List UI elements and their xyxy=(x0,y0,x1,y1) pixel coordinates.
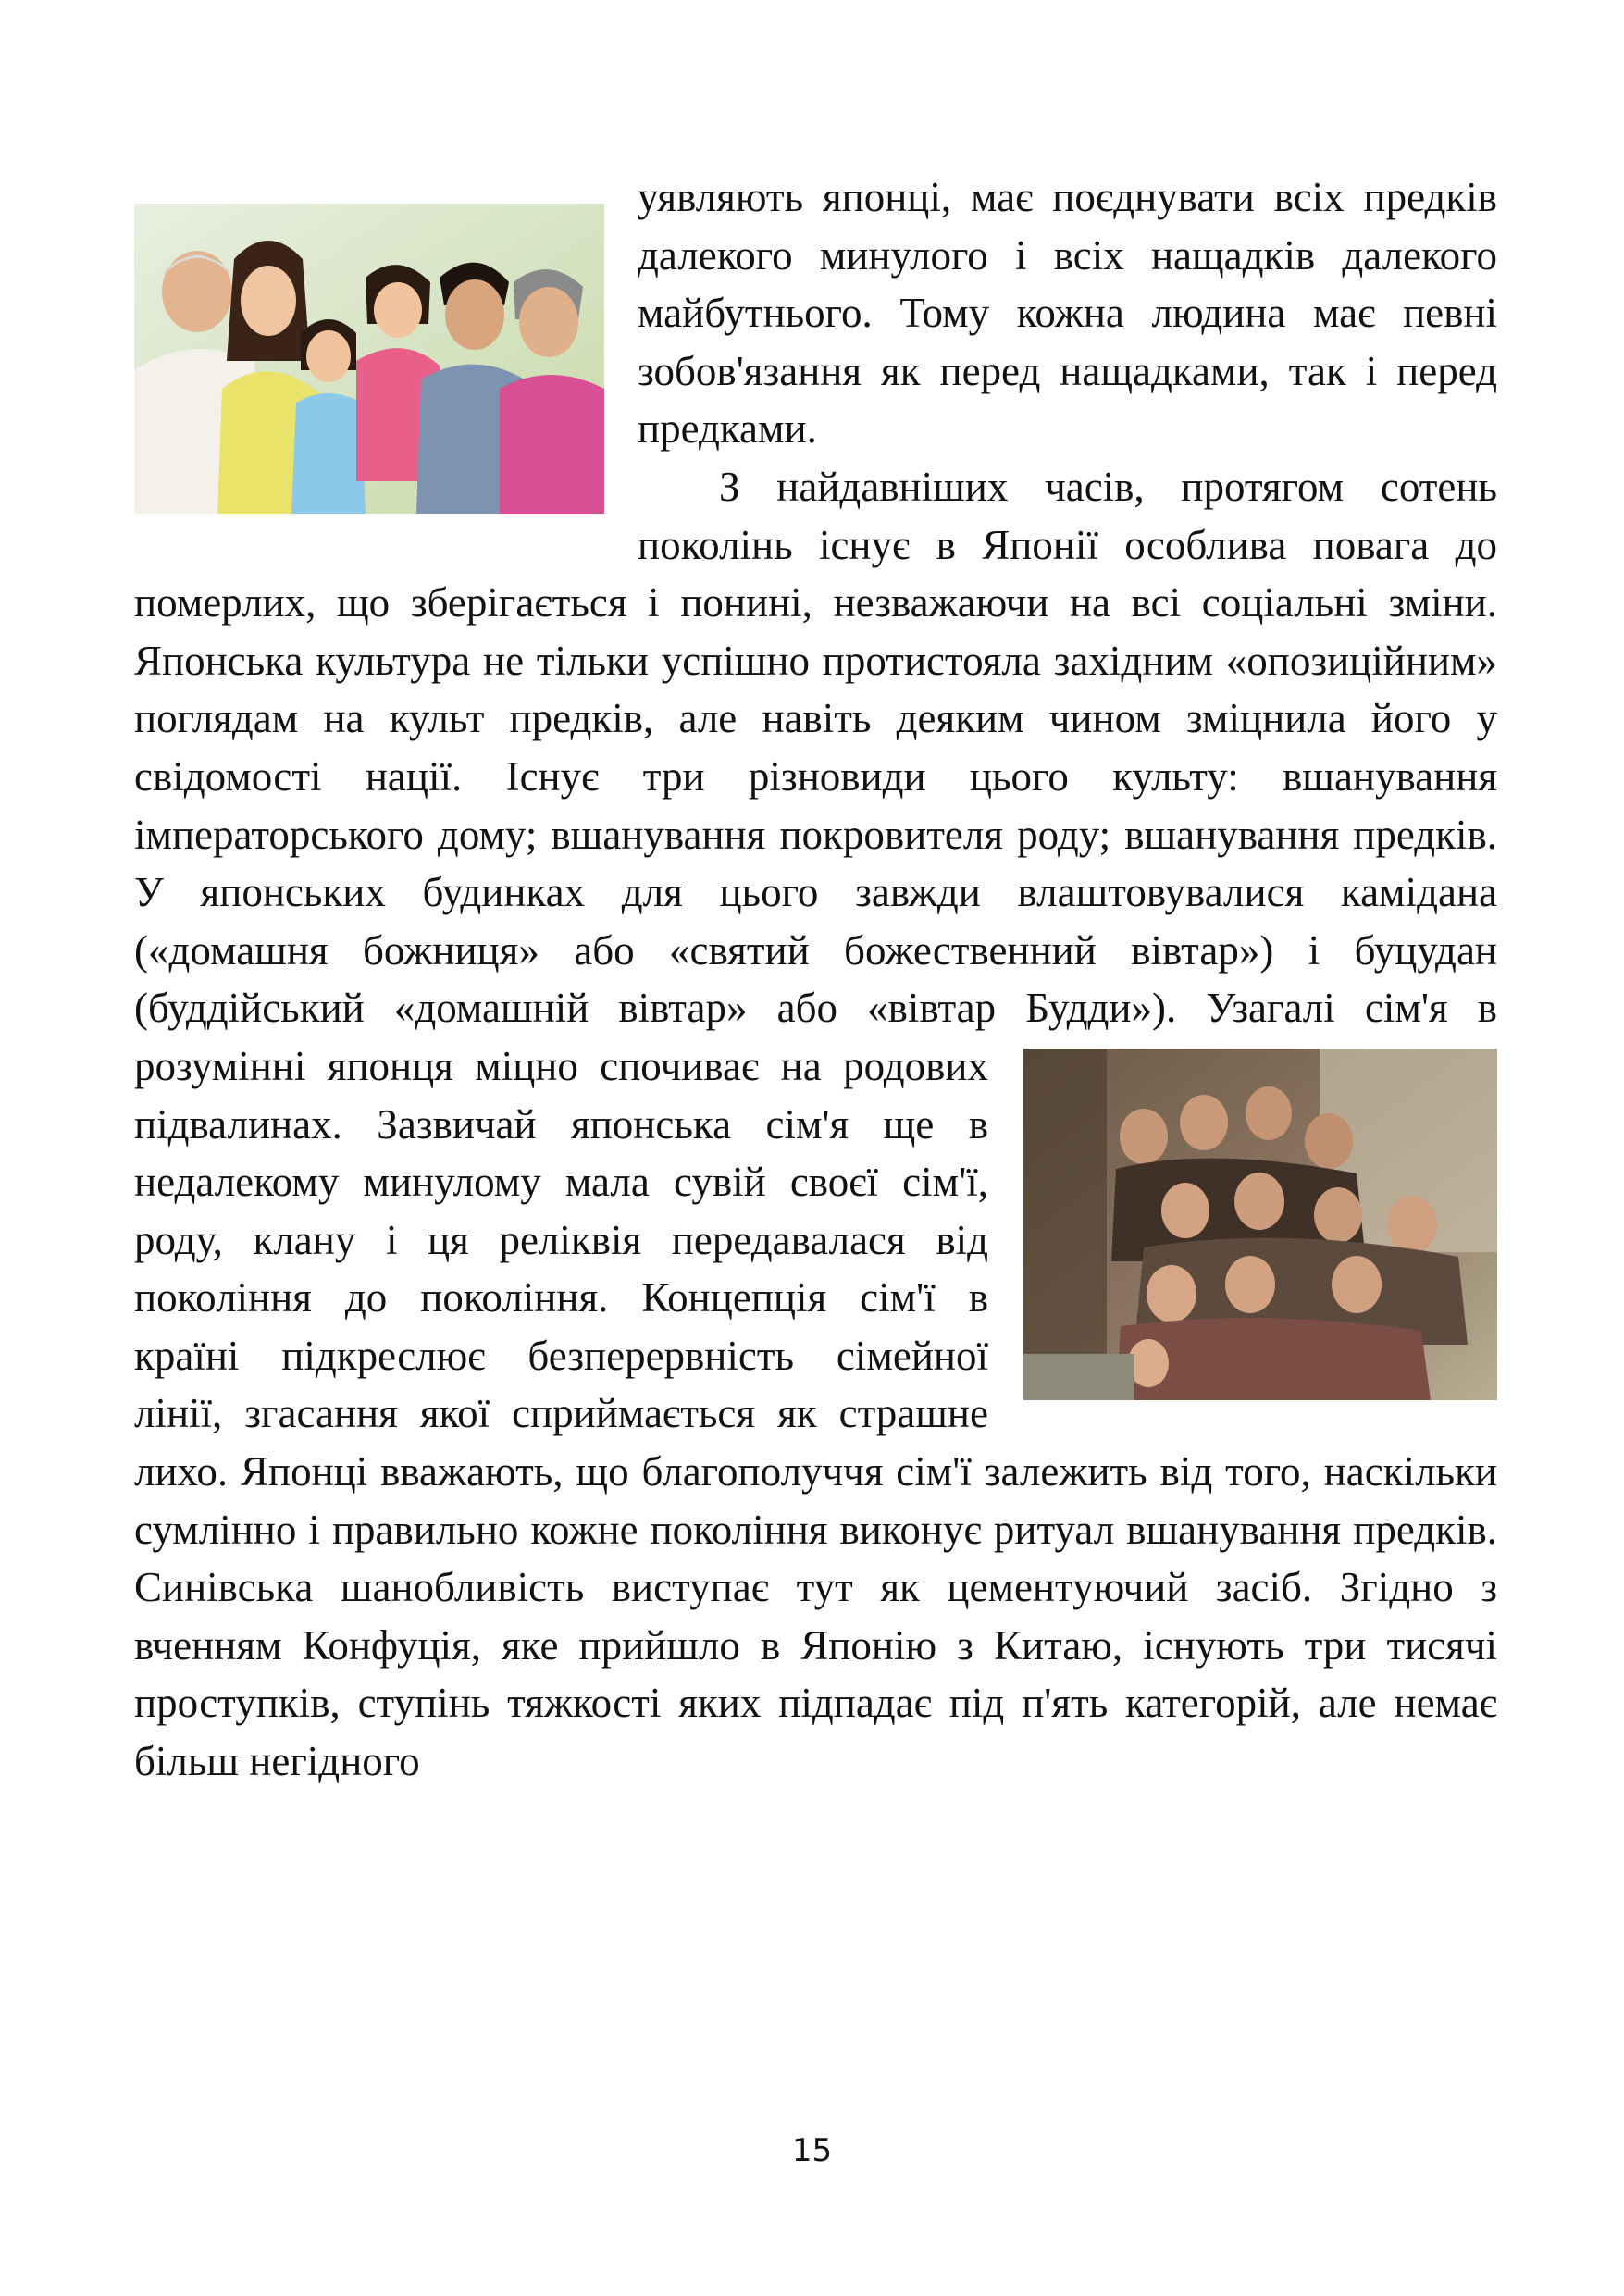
paragraph-2-part-a: З найдавніших часів, протягом сотень поколінь існує в Японії особлива повага до померлих, що зберігається і понині, незважаючи на всі соціальні зміни. Японська культура не тільки успішно протистояла західним «опозиційним» поглядам на культ предків, але навіть деяким чином зміцнила його у свідомості нації. Існує три різновиди цього культу: вшанування імператорського дому; вшанування покровителя роду; вшанування предків. У японських будинках для цього завжди влаштовувалися камідана («домашня божниця» або «святий божественний вівтар») і буцудан (буддійський «домашній вівтар» або «вівтар Будди»). Узагалі xyxy=(134,463,1497,1032)
family-photo-vintage xyxy=(1023,1049,1497,1400)
family-photo-modern xyxy=(134,204,604,514)
paragraph-2-part-b: сім'я в розумінні японця міцно спочиває на родових підвалинах. Зазвичай японська сім'я ще в недалекому минулому мала сувій своєї сім'ї, роду, клану і ця реліквія передавалася від покоління до покоління. Концепція сім'ї в країні підкреслює безперервність сімейної лінії, згасання якої сприймається як страшне лихо. Японці вважають, що благополуччя сім'ї залежить від того, наскільки сумлінно і правильно кожне покоління виконує ритуал вшанування предків. Синівська шанобливість виступає тут як цементуючий засіб. Згідно з вченням Конфуція, яке прийшло в Японію з Китаю, існують три тисячі проступків, ступінь тяжкості яких підпадає під п'ять категорій, але немає більш негідного xyxy=(134,985,1497,1785)
paragraph-2 xyxy=(134,458,1497,1791)
family-photo-modern-image xyxy=(134,204,604,514)
body-text xyxy=(134,168,1497,1791)
family-photo-vintage-image xyxy=(1023,1049,1497,1400)
page-number: 15 xyxy=(791,2132,833,2169)
paragraph-1: уявляють японці, має поєднувати всіх предків далекого минулого і всіх нащадків далекого майбутнього. Тому кожна людина має певні зобов'язання як перед нащадками, так і перед предками. xyxy=(638,174,1497,453)
